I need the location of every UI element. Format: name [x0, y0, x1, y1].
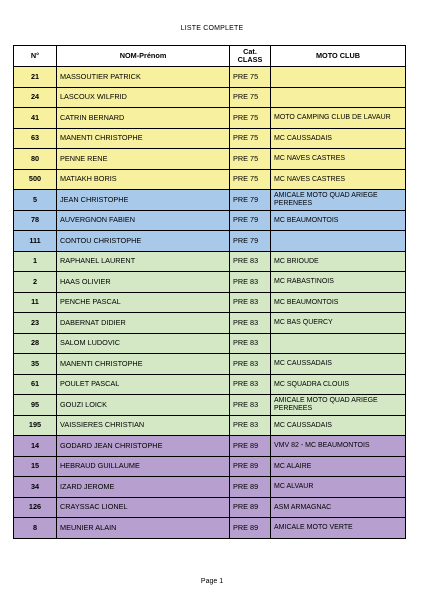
table-header-row — [14, 46, 406, 67]
rider-name: IZARD JEROME — [57, 477, 230, 498]
rider-category: PRE 75 — [230, 169, 271, 190]
rider-name: MATIAKH BORIS — [57, 169, 230, 190]
rider-club: AMICALE MOTO VERTE — [271, 518, 406, 539]
table-row — [14, 436, 406, 457]
rider-number: 21 — [14, 67, 57, 88]
rider-number: 63 — [14, 128, 57, 149]
rider-club: MC NAVES CASTRES — [271, 149, 406, 170]
rider-category: PRE 83 — [230, 354, 271, 375]
table-row — [14, 210, 406, 231]
rider-club — [271, 231, 406, 252]
table-row — [14, 190, 406, 211]
rider-category: PRE 83 — [230, 395, 271, 416]
rider-number: 80 — [14, 149, 57, 170]
header-cat: Cat. CLASS — [230, 46, 271, 67]
table-row — [14, 313, 406, 334]
table-row — [14, 251, 406, 272]
table-row — [14, 415, 406, 436]
header-club: MOTO CLUB — [271, 46, 406, 67]
table-row — [14, 374, 406, 395]
rider-club: MC ALAIRE — [271, 456, 406, 477]
rider-number: 61 — [14, 374, 57, 395]
page-footer: Page 1 — [200, 578, 224, 585]
header-num: N° — [14, 46, 57, 67]
rider-category: PRE 75 — [230, 67, 271, 88]
rider-club: MC SQUADRA CLOUIS — [271, 374, 406, 395]
rider-category: PRE 89 — [230, 477, 271, 498]
rider-name: JEAN CHRISTOPHE — [57, 190, 230, 211]
rider-number: 78 — [14, 210, 57, 231]
rider-number: 111 — [14, 231, 57, 252]
rider-club — [271, 333, 406, 354]
rider-category: PRE 75 — [230, 149, 271, 170]
rider-number: 11 — [14, 292, 57, 313]
table-row — [14, 272, 406, 293]
table-row — [14, 128, 406, 149]
rider-number: 1 — [14, 251, 57, 272]
rider-number: 35 — [14, 354, 57, 375]
rider-club: MC NAVES CASTRES — [271, 169, 406, 190]
rider-number: 15 — [14, 456, 57, 477]
table-row — [14, 231, 406, 252]
rider-category: PRE 89 — [230, 518, 271, 539]
rider-club: MC CAUSSADAIS — [271, 354, 406, 375]
rider-number: 41 — [14, 108, 57, 129]
rider-number: 14 — [14, 436, 57, 457]
rider-number: 34 — [14, 477, 57, 498]
rider-number: 95 — [14, 395, 57, 416]
rider-name: MEUNIER ALAIN — [57, 518, 230, 539]
page-title: LISTE COMPLETE — [180, 25, 244, 32]
rider-name: DABERNAT DIDIER — [57, 313, 230, 334]
rider-category: PRE 75 — [230, 108, 271, 129]
rider-name: HEBRAUD GUILLAUME — [57, 456, 230, 477]
rider-name: HAAS OLIVIER — [57, 272, 230, 293]
rider-number: 23 — [14, 313, 57, 334]
rider-club: MC BEAUMONTOIS — [271, 292, 406, 313]
rider-category: PRE 79 — [230, 231, 271, 252]
rider-name: CATRIN BERNARD — [57, 108, 230, 129]
table-row — [14, 477, 406, 498]
table-row — [14, 169, 406, 190]
table-row — [14, 149, 406, 170]
rider-table — [13, 45, 406, 539]
rider-number: 28 — [14, 333, 57, 354]
table-row — [14, 292, 406, 313]
rider-club: MC RABASTINOIS — [271, 272, 406, 293]
rider-name: RAPHANEL LAURENT — [57, 251, 230, 272]
rider-club: MC CAUSSADAIS — [271, 128, 406, 149]
table-row — [14, 87, 406, 108]
rider-name: CONTOU CHRISTOPHE — [57, 231, 230, 252]
rider-name: GODARD JEAN CHRISTOPHE — [57, 436, 230, 457]
rider-club — [271, 87, 406, 108]
rider-club: AMICALE MOTO QUAD ARIEGE PERENEES — [271, 395, 406, 416]
table-row — [14, 108, 406, 129]
table-row — [14, 518, 406, 539]
table-row — [14, 333, 406, 354]
rider-category: PRE 83 — [230, 333, 271, 354]
rider-category: PRE 83 — [230, 374, 271, 395]
rider-name: PENNE RENE — [57, 149, 230, 170]
header-name: NOM-Prénom — [57, 46, 230, 67]
rider-name: VAISSIERES CHRISTIAN — [57, 415, 230, 436]
rider-club: MC BEAUMONTOIS — [271, 210, 406, 231]
rider-name: PENCHE PASCAL — [57, 292, 230, 313]
rider-name: MANENTI CHRISTOPHE — [57, 354, 230, 375]
rider-club: MC BRIOUDE — [271, 251, 406, 272]
rider-number: 500 — [14, 169, 57, 190]
rider-number: 195 — [14, 415, 57, 436]
rider-category: PRE 89 — [230, 497, 271, 518]
table-row — [14, 497, 406, 518]
rider-category: PRE 75 — [230, 87, 271, 108]
rider-category: PRE 79 — [230, 190, 271, 211]
rider-name: SALOM LUDOVIC — [57, 333, 230, 354]
rider-number: 5 — [14, 190, 57, 211]
rider-category: PRE 79 — [230, 210, 271, 231]
rider-number: 2 — [14, 272, 57, 293]
table-row — [14, 456, 406, 477]
rider-name: MASSOUTIER PATRICK — [57, 67, 230, 88]
table-row — [14, 354, 406, 375]
rider-club: MC ALVAUR — [271, 477, 406, 498]
table-row — [14, 67, 406, 88]
rider-category: PRE 83 — [230, 292, 271, 313]
rider-name: POULET PASCAL — [57, 374, 230, 395]
rider-club: MC CAUSSADAIS — [271, 415, 406, 436]
rider-category: PRE 83 — [230, 313, 271, 334]
rider-name: LASCOUX WILFRID — [57, 87, 230, 108]
rider-club: VMV 82 - MC BEAUMONTOIS — [271, 436, 406, 457]
rider-number: 24 — [14, 87, 57, 108]
rider-category: PRE 75 — [230, 128, 271, 149]
rider-name: GOUZI LOICK — [57, 395, 230, 416]
rider-club: MOTO CAMPING CLUB DE LAVAUR — [271, 108, 406, 129]
rider-number: 126 — [14, 497, 57, 518]
table-row — [14, 395, 406, 416]
rider-name: CRAYSSAC LIONEL — [57, 497, 230, 518]
rider-name: MANENTI CHRISTOPHE — [57, 128, 230, 149]
rider-category: PRE 83 — [230, 272, 271, 293]
rider-category: PRE 83 — [230, 415, 271, 436]
rider-category: PRE 89 — [230, 436, 271, 457]
rider-name: AUVERGNON FABIEN — [57, 210, 230, 231]
rider-category: PRE 83 — [230, 251, 271, 272]
rider-club — [271, 67, 406, 88]
rider-number: 8 — [14, 518, 57, 539]
rider-club: AMICALE MOTO QUAD ARIEGE PERENEES — [271, 190, 406, 211]
rider-club: MC BAS QUERCY — [271, 313, 406, 334]
rider-club: ASM ARMAGNAC — [271, 497, 406, 518]
rider-category: PRE 89 — [230, 456, 271, 477]
